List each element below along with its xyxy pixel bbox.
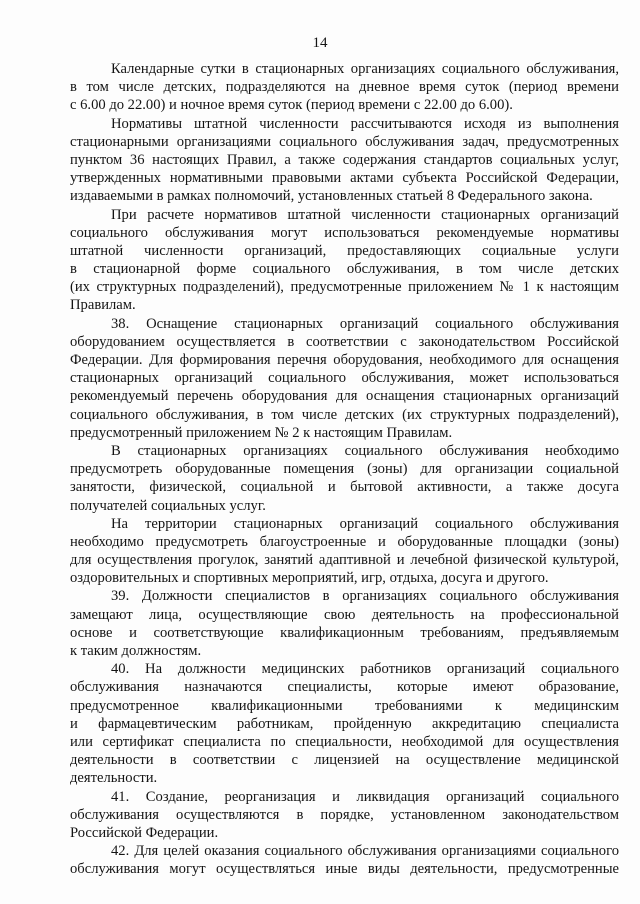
text-line: Российской Федерации. [70, 824, 219, 841]
paragraph [70, 515, 619, 588]
text-line: к таким должностям. [70, 643, 202, 659]
text-line: предусмотреть оборудованные помещения (зоны) для организации социальной [70, 461, 619, 478]
paragraph [70, 788, 619, 843]
text-line: В стационарных организациях социального обслуживания необходимо [111, 442, 619, 459]
text-line: 40. На должности медицинских работников организаций социального [111, 661, 619, 678]
text-line: оздоровительных и спортивных мероприятий, игр, отдыха, досуга и другого. [70, 570, 549, 587]
text-line: с 6.00 до 22.00) и ночное время суток (период времени с 22.00 до 6.00). [70, 97, 513, 114]
text-line: оборудованием осуществляется в соответствии с законодательством Российской [70, 333, 619, 350]
document-body [70, 60, 619, 878]
text-line: 42. Для целей оказания социального обслуживания организациями социального [111, 843, 619, 860]
text-line: в стационарной форме социального обслуживания, в том числе детских [70, 261, 619, 278]
text-line: стационарными организациями социального обслуживания задач, предусмотренных [70, 133, 619, 150]
text-line: предусмотренный приложением № 2 к настоящим Правилам. [70, 424, 453, 441]
text-line: необходимо предусмотреть благоустроенные и оборудованные площадки (зоны) [70, 533, 619, 550]
text-line: (их структурных подразделений), предусмотренные приложением № 1 к настоящим [70, 279, 619, 296]
page-number: 14 [312, 35, 328, 51]
text-line: или сертификат специалиста по специальности, необходимой для осуществления [70, 733, 619, 750]
paragraph [70, 206, 619, 315]
text-line: обслуживания назначаются специалисты, которые имеют образование, [70, 679, 619, 696]
text-line: рекомендуемый перечень оборудования для оснащения стационарных организаций [70, 388, 619, 405]
text-line: социального обслуживания могут использоваться рекомендуемые нормативы [70, 224, 619, 241]
text-line: деятельности в соответствии с лицензией на осуществление медицинской [70, 752, 619, 769]
text-line: 39. Должности специалистов в организациях социального обслуживания [111, 588, 619, 605]
text-line: При расчете нормативов штатной численности стационарных организаций [111, 206, 619, 223]
text-line: пунктом 36 настоящих Правил, а также содержания стандартов социальных услуг, [70, 151, 619, 168]
text-line: стационарных организаций социального обслуживания, может использоваться [70, 370, 619, 387]
text-line: занятости, физической, социальной и бытовой активности, а также досуга [70, 479, 619, 496]
text-line: 38. Оснащение стационарных организаций социального обслуживания [111, 315, 619, 332]
text-line: и фармацевтическим работникам, пройденную аккредитацию специалиста [70, 715, 619, 732]
paragraph [70, 442, 619, 515]
paragraph [70, 315, 619, 442]
text-line: Правилам. [70, 297, 136, 314]
text-line: Федерации. Для формирования перечня оборудования, необходимого для оснащения [70, 352, 619, 368]
paragraph [70, 115, 619, 206]
text-line: утвержденных нормативными правовыми актами субъекта Российской Федерации, [70, 170, 619, 187]
text-line: для осуществления прогулок, занятий адаптивной и лечебной физической культурой, [70, 552, 619, 569]
text-line: обслуживания могут осуществляться иные виды деятельности, предусмотренные [70, 861, 619, 878]
text-line: социального обслуживания, в том числе детских (их структурных подразделений), [70, 406, 619, 423]
text-line: Календарные сутки в стационарных организациях социального обслуживания, [111, 61, 619, 77]
paragraph [70, 587, 619, 660]
text-line: штатной численности организаций, предоставляющих социальные услуги [70, 242, 619, 259]
text-line: обслуживания осуществляются в порядке, установленном законодательством [70, 806, 619, 823]
text-line: Нормативы штатной численности рассчитываются исходя из выполнения [111, 115, 619, 132]
paragraph [70, 60, 619, 115]
text-line: На территории стационарных организаций социального обслуживания [111, 515, 619, 532]
text-line: деятельности. [70, 770, 158, 787]
text-line: замещают лица, осуществляющие свою деятельность на профессиональной [70, 606, 619, 623]
text-line: издаваемыми в рамках полномочий, установленных статьей 8 Федерального закона. [70, 188, 593, 205]
text-line: получателей социальных услуг. [70, 497, 266, 514]
paragraph [70, 660, 619, 787]
paragraph [70, 842, 619, 878]
text-line: 41. Создание, реорганизация и ликвидация организаций социального [111, 788, 619, 805]
text-line: предусмотренное квалификационными требованиями к медицинским [70, 697, 619, 714]
text-line: в том числе детских, подразделяются на дневное время суток (период времени [70, 79, 619, 96]
text-line: основе и соответствующие квалификационным требованиям, предъявляемым [70, 624, 619, 641]
